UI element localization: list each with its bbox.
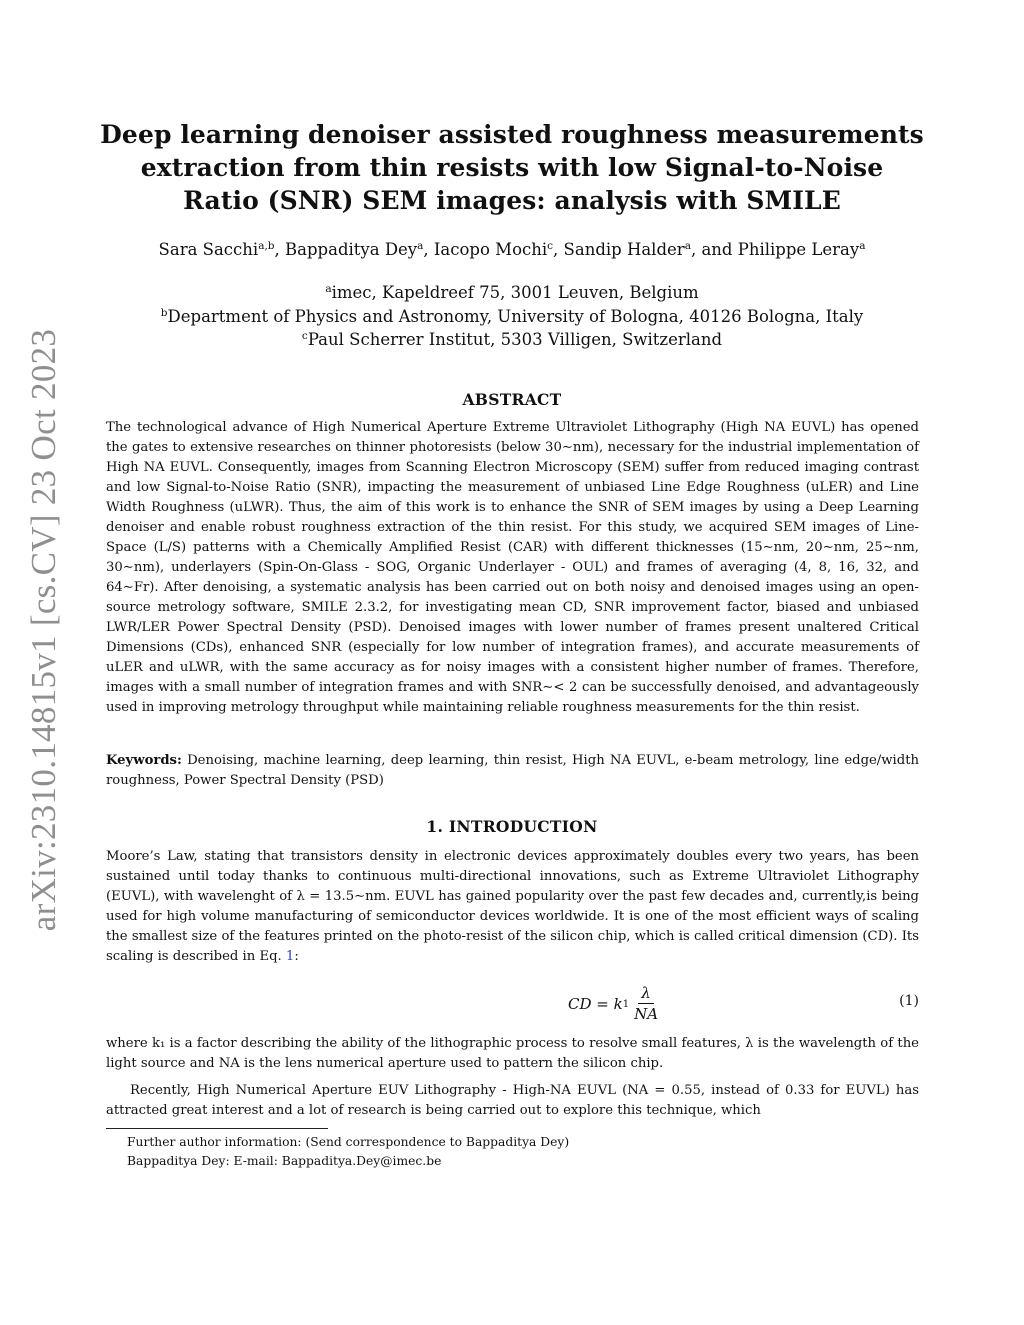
equation-number: (1) xyxy=(899,993,919,1009)
author-separator: , xyxy=(274,240,286,259)
abstract-body: The technological advance of High Numerical Aperture Extreme Ultraviolet Lithography (High NA EUVL) has opened the gates to extensive researches on thinner photoresists (below 30∼nm), necessary for the industrial implementation of High NA EUVL. Consequently, images from Scanning Electron Microscopy (SEM) suffer from reduced imaging contrast and low Signal-to-Noise Ratio (SNR), impacting the measurement of unbiased Line Edge Roughness (uLER) and Line Width Roughness (uLWR). Thus, the aim of this work is to enhance the SNR of SEM images by using a Deep Learning denoiser and enable robust roughness extraction of the thin resist. For this study, we acquired SEM images of Line-Space (L/S) patterns with a Chemically Amplified Resist (CAR) with different thicknesses (15∼nm, 20∼nm, 25∼nm, 30∼nm), underlayers (Spin-On-Glass - SOG, Organic Underlayer - OUL) and frames of averaging (4, 8, 16, 32, and 64∼Fr). After denoising, a systematic analysis has been carried out on both noisy and denoised images using an open-source metrology software, SMILE 2.3.2, for investigating mean CD, SNR improvement factor, biased and unbiased LWR/LER Power Spectral Density (PSD). Denoised images with lower number of frames present unaltered Critical Dimensions (CDs), enhanced SNR (especially for low number of integration frames), and accurate measurements of uLER and uLWR, with the same accuracy as for noisy images with a consistent higher number of frames. Therefore, images with a small number of integration frames and with SNR∼< 2 can be successfully denoised, and advantageously used in improving metrology throughput while maintaining reliable roughness measurements for the thin resist. xyxy=(106,420,919,715)
affiliation-item xyxy=(100,281,924,305)
author-separator: , xyxy=(553,240,564,259)
equation-body xyxy=(568,982,661,1026)
arxiv-identifier-stamp[interactable]: arXiv:2310.14815v1 [cs.CV] 23 Oct 2023 xyxy=(24,328,63,932)
author-affiliation-mark: a,b xyxy=(258,240,275,252)
footnote-item: Further author information: (Send correspondence to Bappaditya Dey) xyxy=(127,1135,570,1149)
introduction-paragraph-2: Recently, High Numerical Aperture EUV Lithography - High-NA EUVL (NA = 0.55, instead of 0.33 for EUVL) has attracted great interest and a lot of research is being carried out to explore this technique, which xyxy=(106,1083,919,1118)
footnote-item: Bappaditya Dey: E-mail: Bappaditya.Dey@imec.be xyxy=(127,1154,442,1168)
footnotes xyxy=(127,1133,887,1171)
equation-fraction xyxy=(631,984,661,1024)
paragraph-text: Moore’s Law, stating that transistors density in electronic devices approximately doubles every two years, has been sustained until today thanks to continuous multi-directional innovations, such as Extreme Ultraviolet Lithography (EUVL), with wavelenght of λ = 13.5∼nm. EUVL has gained popularity over the past few decades and, currently,is being used for high volume manufacturing of semiconductor devices worldwide. It is one of the most efficient ways of scaling the smallest size of the features printed on the photo-resist of the silicon chip, which is called critical dimension (CD). Its scaling is described in Eq. xyxy=(106,849,919,964)
author-name: Iacopo Mochi xyxy=(433,240,548,259)
footnote-divider xyxy=(106,1128,328,1129)
equation-explanation-paragraph: where k₁ is a factor describing the ability of the lithographic process to resolve small features, λ is the wavelength of the light source and NA is the lens numerical aperture used to pattern the silicon chip. xyxy=(106,1036,919,1071)
author-affiliation-mark: a xyxy=(859,240,866,252)
author-affiliation-mark: a xyxy=(684,240,691,252)
abstract-heading: ABSTRACT xyxy=(462,390,562,409)
paper-title: Deep learning denoiser assisted roughness measurements extraction from thin resists with low Signal-to-Noise Ratio (SNR) SEM images: analysis with SMILE xyxy=(100,120,924,215)
author-name: Sara Sacchi xyxy=(158,240,259,259)
equation-subscript: 1 xyxy=(622,998,630,1010)
equation-denominator: NA xyxy=(634,1005,659,1023)
author-name: Sandip Halder xyxy=(563,240,685,259)
keywords-label: Keywords: xyxy=(106,753,182,768)
affiliation-text: Department of Physics and Astronomy, University of Bologna, 40126 Bologna, Italy xyxy=(167,306,864,326)
affiliation-mark: a xyxy=(325,283,332,295)
equation-lhs: CD = k xyxy=(568,995,623,1013)
author-name: Bappaditya Dey xyxy=(285,240,418,259)
author-affiliation-mark: c xyxy=(547,240,554,252)
paragraph-text-end: : xyxy=(294,949,299,964)
author-separator: , xyxy=(423,240,434,259)
author-list xyxy=(100,239,924,261)
equation-reference-link[interactable]: 1 xyxy=(285,949,295,964)
author-name: Philippe Leray xyxy=(737,240,860,259)
affiliation-item xyxy=(100,328,924,352)
equation-numerator: λ xyxy=(638,984,654,1004)
keywords xyxy=(106,751,919,791)
introduction-heading: 1. INTRODUCTION xyxy=(426,817,598,836)
affiliation-list xyxy=(100,281,924,352)
equation-1 xyxy=(106,982,919,1026)
affiliation-text: imec, Kapeldreef 75, 3001 Leuven, Belgium xyxy=(331,283,699,302)
affiliation-text: Paul Scherrer Institut, 5303 Villigen, Switzerland xyxy=(307,330,723,349)
author-separator: , and xyxy=(690,240,738,259)
affiliation-mark: c xyxy=(301,330,308,342)
affiliation-mark: b xyxy=(160,306,168,319)
keywords-text: Denoising, machine learning, deep learning, thin resist, High NA EUVL, e-beam metrology, line edge/width roughness, Power Spectral Density (PSD) xyxy=(106,753,919,788)
introduction-paragraph xyxy=(106,847,919,967)
author-affiliation-mark: a xyxy=(417,240,424,252)
affiliation-item xyxy=(100,305,924,329)
